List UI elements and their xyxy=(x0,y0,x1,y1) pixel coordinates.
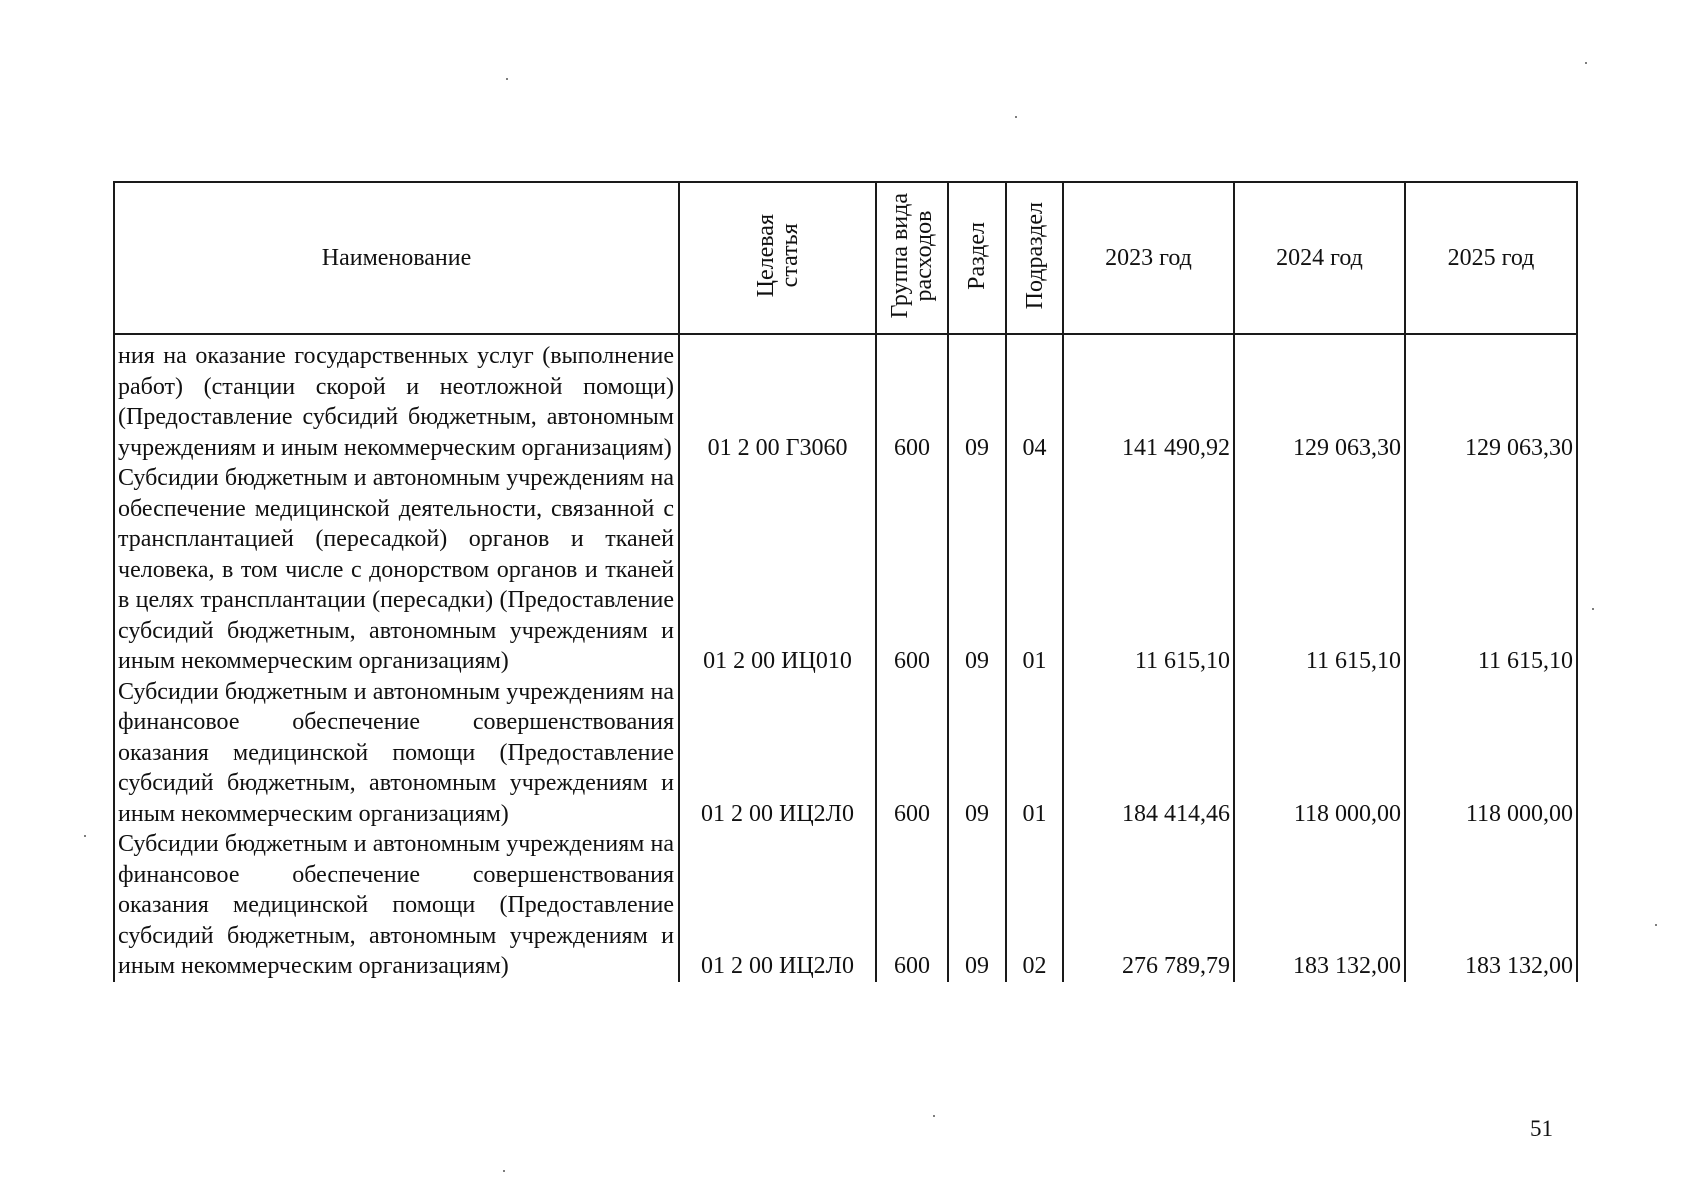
row-target-article: 01 2 00 Г3060 xyxy=(679,334,876,463)
row-razdel: 09 xyxy=(948,463,1006,677)
row-podrazdel: 04 xyxy=(1006,334,1063,463)
scan-speck xyxy=(1015,116,1017,118)
row-amount-2023: 141 490,92 xyxy=(1063,334,1234,463)
row-amount-2024: 118 000,00 xyxy=(1234,677,1405,830)
row-amount-2023: 184 414,46 xyxy=(1063,677,1234,830)
row-amount-2024: 11 615,10 xyxy=(1234,463,1405,677)
row-amount-2025: 11 615,10 xyxy=(1405,463,1577,677)
table-row xyxy=(114,677,1577,830)
table-body xyxy=(114,334,1577,982)
header-2025: 2025 год xyxy=(1405,182,1577,334)
row-target-article: 01 2 00 ИЦ2Л0 xyxy=(679,829,876,982)
row-podrazdel: 01 xyxy=(1006,463,1063,677)
header-expense-group: Группа вида расходов xyxy=(876,182,948,334)
table-row xyxy=(114,463,1577,677)
row-razdel: 09 xyxy=(948,334,1006,463)
scan-speck xyxy=(506,78,508,80)
row-expense-group: 600 xyxy=(876,829,948,982)
header-target-article: Целевая статья xyxy=(679,182,876,334)
header-podrazdel: Подраздел xyxy=(1006,182,1063,334)
row-amount-2025: 183 132,00 xyxy=(1405,829,1577,982)
row-amount-2025: 129 063,30 xyxy=(1405,334,1577,463)
row-podrazdel: 02 xyxy=(1006,829,1063,982)
scan-speck xyxy=(933,1115,935,1117)
row-amount-2023: 11 615,10 xyxy=(1063,463,1234,677)
row-amount-2023: 276 789,79 xyxy=(1063,829,1234,982)
scan-speck xyxy=(1585,62,1587,64)
header-2023: 2023 год xyxy=(1063,182,1234,334)
scan-speck xyxy=(84,835,86,837)
header-name: Наименование xyxy=(114,182,679,334)
header-2024: 2024 год xyxy=(1234,182,1405,334)
page-number: 51 xyxy=(1530,1116,1553,1141)
row-name: Субсидии бюджетным и автономным учреждениям на обеспечение медицинской деятельности, связанной с трансплантацией (пересадкой) органов и тканей человека, в том числе с донорством органов и тканей в целях трансплантации (пересадки) (Предоставление субсидий бюджетным, автономным учреждениям и иным некоммерческим организациям) xyxy=(114,463,679,677)
row-target-article: 01 2 00 ИЦ010 xyxy=(679,463,876,677)
scan-speck xyxy=(1655,924,1657,926)
row-name: Субсидии бюджетным и автономным учреждениям на финансовое обеспечение совершенствования оказания медицинской помощи (Предоставление субсидий бюджетным, автономным учреждениям и иным некоммерческим организациям) xyxy=(114,829,679,982)
row-name: Субсидии бюджетным и автономным учреждениям на финансовое обеспечение совершенствования оказания медицинской помощи (Предоставление субсидий бюджетным, автономным учреждениям и иным некоммерческим организациям) xyxy=(114,677,679,830)
row-amount-2024: 183 132,00 xyxy=(1234,829,1405,982)
header-row xyxy=(114,182,1577,334)
row-expense-group: 600 xyxy=(876,463,948,677)
row-expense-group: 600 xyxy=(876,334,948,463)
row-expense-group: 600 xyxy=(876,677,948,830)
row-razdel: 09 xyxy=(948,829,1006,982)
scan-speck xyxy=(503,1170,505,1172)
row-podrazdel: 01 xyxy=(1006,677,1063,830)
scan-speck xyxy=(1592,608,1594,610)
row-name: ния на оказание государственных услуг (выполнение работ) (станции скорой и неотложной помощи) (Предоставление субсидий бюджетным, автономным учреждениям и иным некоммерческим организациям) xyxy=(114,334,679,463)
table-row xyxy=(114,829,1577,982)
row-target-article: 01 2 00 ИЦ2Л0 xyxy=(679,677,876,830)
header-razdel: Раздел xyxy=(948,182,1006,334)
table-header xyxy=(114,182,1577,334)
budget-table xyxy=(113,181,1578,982)
row-amount-2025: 118 000,00 xyxy=(1405,677,1577,830)
table-row xyxy=(114,334,1577,463)
row-razdel: 09 xyxy=(948,677,1006,830)
row-amount-2024: 129 063,30 xyxy=(1234,334,1405,463)
